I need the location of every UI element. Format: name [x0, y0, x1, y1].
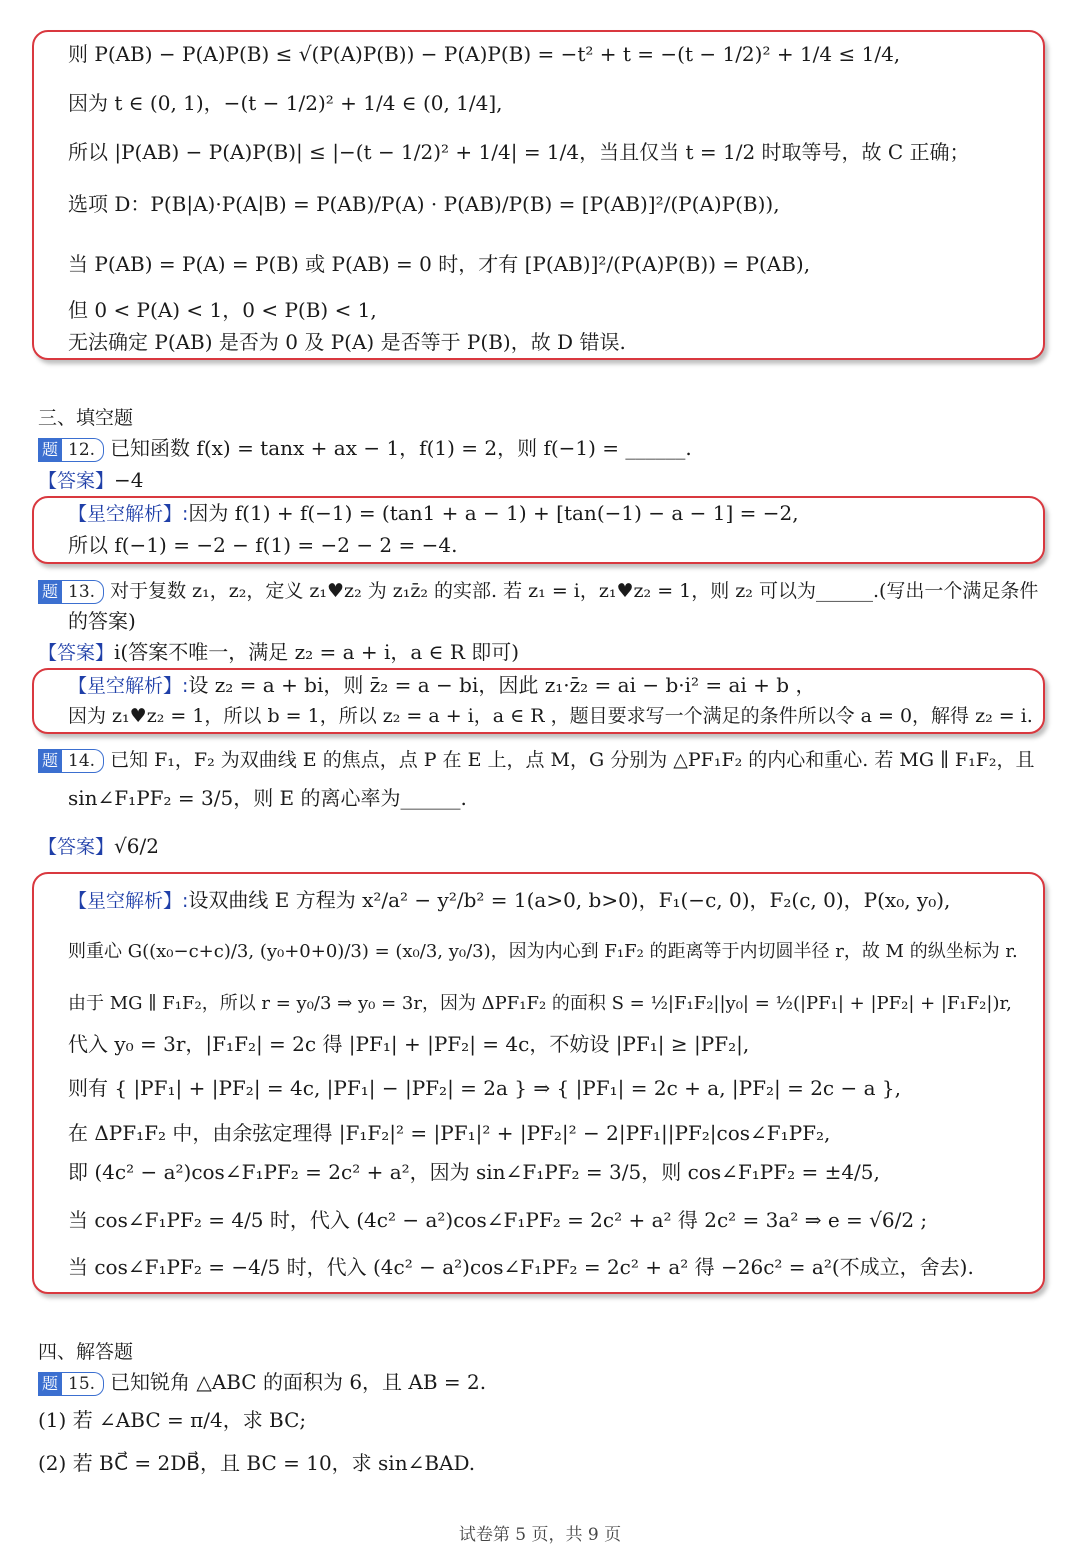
question-text-cont: sin∠F₁PF₂ = 3/5，则 E 的离心率为______.	[68, 786, 467, 810]
analysis-text: 设双曲线 E 方程为 x²/a² − y²/b² = 1(a>0, b>0)，F₁(−c, 0)，F₂(c, 0)，P(x₀, y₀),	[188, 888, 951, 912]
question-tag	[38, 580, 104, 604]
tag-icon: 题	[38, 580, 62, 604]
question-text-cont: 的答案)	[68, 609, 136, 633]
question-text: 已知函数 f(x) = tanx + ax − 1，f(1) = 2，则 f(−1) = ______.	[110, 436, 692, 460]
question-number: 12.	[62, 438, 104, 462]
analysis-text: 设 z₂ = a + bi，则 z̄₂ = a − bi，因此 z₁·z̄₂ = ai − b·i² = ai + b ，	[188, 673, 816, 697]
analysis-line: 则重心 G((x₀−c+c)/3, (y₀+0+0)/3) = (x₀/3, y₀/3)，因为内心到 F₁F₂ 的距离等于内切圆半径 r，故 M 的纵坐标为 r.	[68, 941, 1018, 962]
answer-14	[38, 832, 159, 861]
analysis-line: 当 cos∠F₁PF₂ = −4/5 时，代入 (4c² − a²)cos∠F₁PF₂ = 2c² + a² 得 −26c² = a²(不成立，舍去).	[68, 1255, 974, 1279]
analysis-line: 当 P(AB) = P(A) = P(B) 或 P(AB) = 0 时，才有 [P(AB)]²/(P(A)P(B)) = P(AB),	[68, 252, 811, 276]
analysis-line: 因为 z₁♥z₂ = 1，所以 b = 1，所以 z₂ = a + i，a ∈ R ，题目要求写一个满足的条件所以令 a = 0，解得 z₂ = i.	[68, 705, 1033, 727]
analysis-line: 但 0 < P(A) < 1，0 < P(B) < 1,	[68, 298, 377, 322]
analysis-line	[68, 671, 815, 700]
analysis-label: 【星空解析】:	[68, 503, 189, 525]
answer-value: √6/2	[114, 834, 159, 858]
answer-value: −4	[114, 468, 144, 492]
question-part-2: (2) 若 BC⃗ = 2DB⃗，且 BC = 10，求 sin∠BAD.	[38, 1451, 476, 1475]
section-heading: 四、解答题	[38, 1341, 134, 1363]
tag-icon: 题	[38, 1372, 62, 1396]
question-tag	[38, 438, 104, 462]
answer-label: 【答案】	[38, 836, 115, 858]
question-number: 15.	[62, 1372, 104, 1396]
question-text: 已知 F₁，F₂ 为双曲线 E 的焦点，点 P 在 E 上，点 M，G 分别为 △PF₁F₂ 的内心和重心. 若 MG ∥ F₁F₂，且	[110, 749, 1035, 771]
tag-icon: 题	[38, 749, 62, 773]
question-text: 已知锐角 △ABC 的面积为 6，且 AB = 2.	[110, 1370, 487, 1394]
analysis-label: 【星空解析】:	[68, 675, 189, 697]
answer-label: 【答案】	[38, 470, 115, 492]
answer-12	[38, 466, 144, 495]
question-number: 13.	[62, 580, 104, 604]
answer-label: 【答案】	[38, 642, 115, 664]
answer-value: i(答案不唯一，满足 z₂ = a + i，a ∈ R 即可)	[114, 640, 520, 664]
question-14	[38, 745, 1035, 773]
analysis-line	[68, 499, 799, 528]
tag-icon: 题	[38, 438, 62, 462]
analysis-line: 所以 f(−1) = −2 − f(1) = −2 − 2 = −4.	[68, 533, 458, 557]
question-13	[38, 576, 1038, 604]
analysis-line: 在 ΔPF₁F₂ 中，由余弦定理得 |F₁F₂|² = |PF₁|² + |PF₂|² − 2|PF₁||PF₂|cos∠F₁PF₂,	[68, 1121, 831, 1145]
analysis-line: 则 P(AB) − P(A)P(B) ≤ √(P(A)P(B)) − P(A)P(B) = −t² + t = −(t − 1/2)² + 1/4 ≤ 1/4,	[68, 42, 901, 66]
answer-13	[38, 638, 519, 667]
analysis-line: 当 cos∠F₁PF₂ = 4/5 时，代入 (4c² − a²)cos∠F₁PF₂ = 2c² + a² 得 2c² = 3a² ⇒ e = √6/2 ;	[68, 1208, 928, 1232]
question-tag	[38, 1372, 104, 1396]
question-12	[38, 434, 692, 462]
analysis-line: 则有 { |PF₁| + |PF₂| = 4c, |PF₁| − |PF₂| = 2a } ⇒ { |PF₁| = 2c + a, |PF₂| = 2c − a },	[68, 1076, 901, 1100]
question-15	[38, 1368, 486, 1396]
question-text: 对于复数 z₁，z₂，定义 z₁♥z₂ 为 z₁z̄₂ 的实部. 若 z₁ = i，z₁♥z₂ = 1，则 z₂ 可以为______.(写出一个满足条件	[110, 580, 1039, 602]
analysis-label: 【星空解析】:	[68, 890, 189, 912]
section-heading: 三、填空题	[38, 407, 134, 429]
analysis-line	[68, 886, 950, 915]
analysis-line: 所以 |P(AB) − P(A)P(B)| ≤ |−(t − 1/2)² + 1/4| = 1/4，当且仅当 t = 1/2 时取等号，故 C 正确；	[68, 140, 970, 164]
question-number: 14.	[62, 749, 104, 773]
analysis-line: 代入 y₀ = 3r，|F₁F₂| = 2c 得 |PF₁| + |PF₂| = 4c，不妨设 |PF₁| ≥ |PF₂|,	[68, 1032, 750, 1056]
analysis-line: 即 (4c² − a²)cos∠F₁PF₂ = 2c² + a²，因为 sin∠F₁PF₂ = 3/5，则 cos∠F₁PF₂ = ±4/5,	[68, 1160, 880, 1184]
analysis-line: 无法确定 P(AB) 是否为 0 及 P(A) 是否等于 P(B)，故 D 错误.	[68, 330, 626, 354]
analysis-line: 因为 t ∈ (0, 1)，−(t − 1/2)² + 1/4 ∈ (0, 1/4],	[68, 91, 503, 115]
analysis-text: 因为 f(1) + f(−1) = (tan1 + a − 1) + [tan(−1) − a − 1] = −2,	[188, 501, 799, 525]
question-tag	[38, 749, 104, 773]
analysis-line: 选项 D：P(B|A)·P(A|B) = P(AB)/P(A) · P(AB)/P(B) = [P(AB)]²/(P(A)P(B)),	[68, 192, 780, 216]
question-part-1: (1) 若 ∠ABC = π/4，求 BC;	[38, 1408, 307, 1432]
page-footer: 试卷第 5 页，共 9 页	[458, 1525, 622, 1545]
analysis-line: 由于 MG ∥ F₁F₂，所以 r = y₀/3 ⇒ y₀ = 3r，因为 ΔPF₁F₂ 的面积 S = ½|F₁F₂||y₀| = ½(|PF₁| + |PF₂| + |F₁F₂|)r,	[68, 993, 1012, 1014]
